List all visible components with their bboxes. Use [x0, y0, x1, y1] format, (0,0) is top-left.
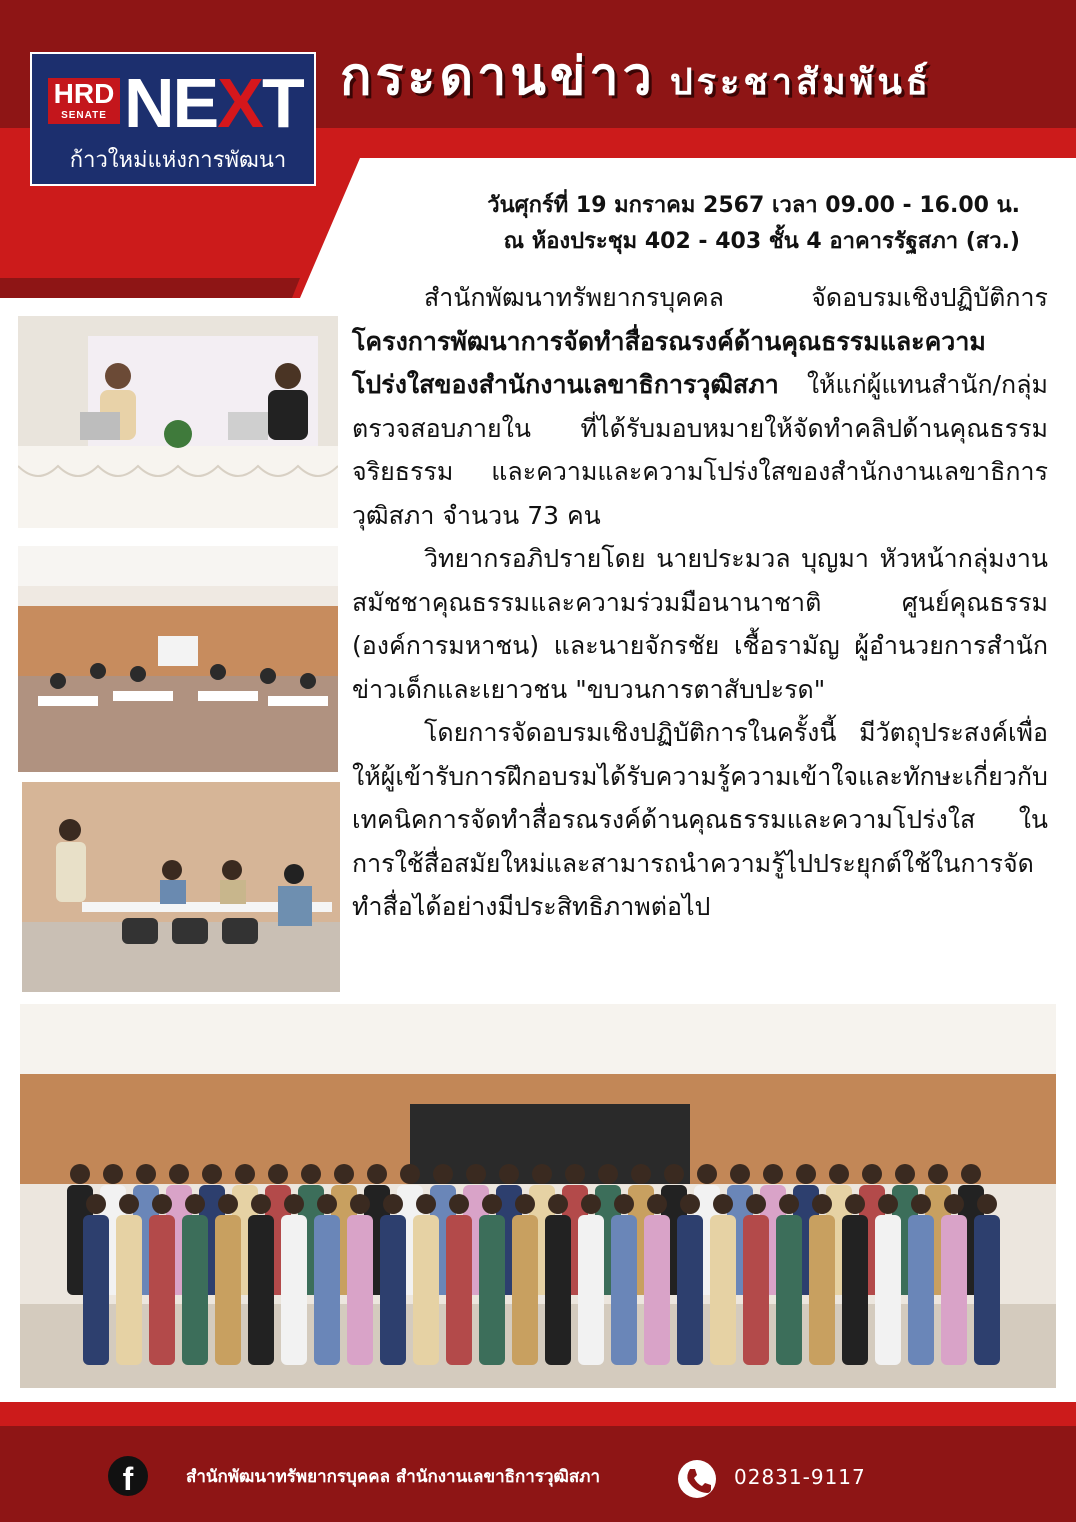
facebook-icon: f — [108, 1456, 148, 1496]
project-name: โครงการพัฒนาการจัดทำสื่อรณรงค์ด้านคุณธรรมและความโปร่งใสของสำนักงานเลขาธิการวุฒิสภา — [352, 326, 986, 399]
footer-red-stripe — [0, 1402, 1076, 1426]
article-paragraph-3: โดยการจัดอบรมเชิงปฏิบัติการในครั้งนี้ มีวัตถุประสงค์เพื่อให้ผู้เข้ารับการฝึกอบรมได้รับความรู้ความเข้าใจและทักษะเกี่ยวกับเทคนิคการจัดทำสื่อรณรงค์ด้านคุณธรรมและความโปร่งใส ในการใช้สื่อสมัยใหม่และสามารถนำความรู้ไปประยุกต์ใช้ในการจัดทำสื่อได้อย่างมีประสิทธิภาพต่อไป — [352, 718, 1048, 921]
article-paragraph-2: วิทยากรอภิปรายโดย นายประมวล บุญมา หัวหน้ากลุ่มงานสมัชชาคุณธรรมและความร่วมมือนานาชาติ ศูนย์คุณธรรม (องค์การมหาชน) และนายจักรชัย เชื้อรามัญ ผู้อำนวยการสำนักข่าวเด็กและเยาวชน "ขบวนการตาสับปะรด" — [352, 544, 1048, 704]
board-title-sub: ประชาสัมพันธ์ — [669, 62, 932, 103]
board-title-main: กระดานข่าว — [340, 47, 656, 107]
footer-phone-number: 02831-9117 — [734, 1465, 866, 1489]
photo-speakers-panel — [18, 316, 338, 528]
event-info — [360, 188, 1020, 260]
event-venue: ณ ห้องประชุม 402 - 403 ชั้น 4 อาคารรัฐสภา (สว.) — [503, 229, 1020, 254]
phone-icon — [678, 1460, 716, 1498]
hrd-senate-mark: HRD SENATE — [48, 78, 120, 124]
logo-tagline: ก้าวใหม่แห่งการพัฒนา — [69, 148, 287, 173]
next-wordmark: NEXT — [124, 64, 303, 142]
board-title — [340, 42, 932, 118]
hrd-next-logo — [30, 52, 316, 186]
photo-discussion-group — [22, 782, 340, 992]
photo-workshop-room — [18, 546, 338, 772]
photo-group-portrait — [20, 1004, 1056, 1388]
article-paragraph-1: สำนักพัฒนาทรัพยากรบุคคล จัดอบรมเชิงปฏิบัติการ โครงการพัฒนาการจัดทำสื่อรณรงค์ด้านคุณธรรมและความโปร่งใสของสำนักงานเลขาธิการวุฒิสภา ให้แก่ผู้แทนสำนัก/กลุ่มตรวจสอบภายใน ที่ได้รับมอบหมายให้จัดทำคลิปด้านคุณธรรม จริยธรรม และความและความโปร่งใสของสำนักงานเลขาธิการวุฒิสภา จำนวน 73 คน — [352, 283, 1048, 530]
event-date: วันศุกร์ที่ 19 มกราคม 2567 เวลา 09.00 - 16.00 น. — [487, 193, 1020, 218]
footer-org-name: สำนักพัฒนาทรัพยากรบุคคล สำนักงานเลขาธิการวุฒิสภา — [186, 1467, 600, 1487]
article-body — [352, 276, 1048, 929]
